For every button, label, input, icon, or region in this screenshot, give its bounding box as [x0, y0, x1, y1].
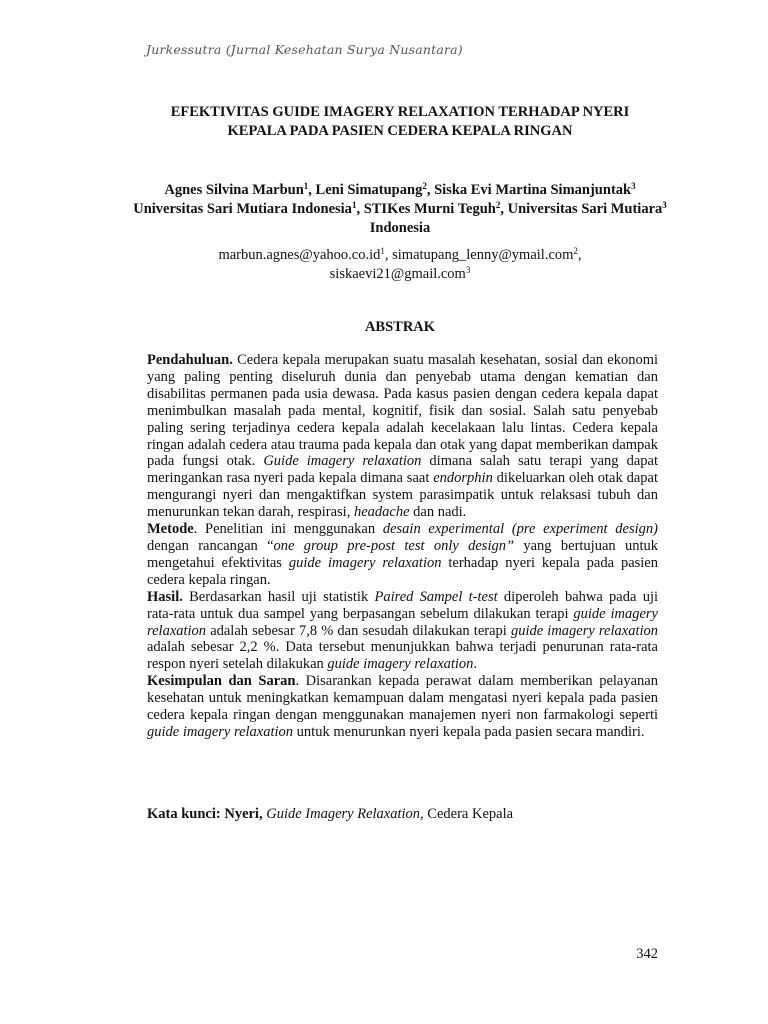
intro-text-4: dan nadi. [409, 504, 467, 521]
abstract-heading: ABSTRAK [364, 319, 436, 335]
method-text-1: . Penelitian ini menggunakan [193, 521, 383, 538]
page-number: 342 [636, 946, 658, 962]
journal-header: Jurkessutra (Jurnal Kesehatan Surya Nusantara) [146, 42, 463, 57]
abstract-results [147, 589, 658, 674]
results-italic-4: guide imagery relaxation [327, 656, 474, 673]
intro-italic-2: endorphin [433, 470, 493, 487]
keywords-label: Kata kunci: Nyeri, [147, 806, 263, 822]
intro-italic-3: headache [353, 504, 410, 521]
email-1: marbun.agnes@yahoo.co.id [218, 247, 381, 263]
affiliation-3: , Universitas Sari Mutiara [500, 201, 663, 217]
intro-text-1: Cedera kepala merupakan suatu masalah kesehatan, sosial dan ekonomi yang paling penting diseluruh dunia dan penyebab utama dengan kematian dan disabilitas permanen pada usia dewasa. Pada kasus pasien dengan cedera kepala dapat menimbulkan masalah pada mental, kognitif, fisik dan sosial. Salah satu penyebab paling sering terjadinya cedera kepala adalah kecelakaan lalu lintas. Cedera kepala ringan adalah cedera atau trauma pada kepala dan otak yang dapat memberikan dampak pada fungsi otak. [147, 352, 658, 470]
paper-title [100, 103, 700, 141]
affiliation-3-mark: 3 [662, 200, 667, 210]
email-line-2 [100, 265, 700, 284]
email-2: , simatupang_lenny@ymail.com [384, 247, 574, 263]
abstract-method [147, 521, 658, 589]
intro-text-2: dimana salah satu terapi yang dapat meringankan rasa nyeri pada kepala dimana saat [147, 453, 658, 487]
author-block [100, 181, 700, 238]
author-2: , Leni Simatupang [308, 182, 423, 198]
results-text-3: adalah sebesar 7,8 % dan sesudah dilakukan terapi [206, 622, 511, 639]
method-italic-2: one group pre-post test only design” [273, 537, 515, 554]
method-text-4: terhadap nyeri kepala pada pasien cedera kepala ringan. [147, 554, 658, 588]
results-text-5: . [473, 656, 478, 673]
affiliations [100, 200, 700, 219]
email-line-1 [100, 246, 700, 265]
results-text-1: Berdasarkan hasil uji statistik [182, 588, 375, 605]
conclusion-text-2: untuk menurunkan nyeri kepala pada pasien secara mandiri. [293, 723, 645, 740]
method-lead: Metode [147, 521, 194, 538]
conclusion-italic-1: guide imagery relaxation [147, 723, 294, 740]
author-2-affil: 2 [422, 181, 427, 191]
results-text-2: diperoleh bahwa pada uji rata-rata untuk dua sampel yang berpasangan sebelum dilakukan terapi [147, 588, 658, 622]
author-1: Agnes Silvina Marbun [164, 182, 304, 198]
abstract-introduction [147, 352, 658, 521]
method-italic-1: desain experimental (pre experiment design) [382, 521, 658, 538]
introduction-lead: Pendahuluan. [147, 352, 233, 368]
author-3: , Siska Evi Martina Simanjuntak [426, 182, 632, 198]
author-1-affil: 1 [303, 181, 309, 191]
author-names [100, 181, 700, 200]
method-italic-3: guide imagery relaxation [288, 554, 442, 571]
abstract-conclusion [147, 673, 658, 741]
title-line-1: EFEKTIVITAS GUIDE IMAGERY RELAXATION TERHADAP NYERI [170, 104, 630, 120]
abstract-body [147, 352, 658, 741]
keywords [147, 806, 658, 823]
affiliation-1-mark: 1 [351, 200, 357, 210]
results-italic-3: guide imagery relaxation [510, 622, 658, 639]
affiliation-1: Universitas Sari Mutiara Indonesia [133, 201, 352, 217]
author-3-affil: 3 [631, 181, 636, 191]
results-text-4: adalah sebesar 2,2 %. Data tersebut menunjukkan bahwa terjadi penurunan rata-rata respon nyeri setelah dilakukan [147, 639, 658, 673]
affiliation-2-mark: 2 [495, 200, 501, 210]
intro-text-3: dikeluarkan oleh otak dapat mengurangi nyeri dan mengaktifkan system parasimpatik untuk relaksasi tubuh dan menurunkan tekan darah, respirasi, [147, 470, 658, 521]
keywords-rest: Cedera Kepala [423, 806, 514, 822]
email-3-mark: 3 [465, 265, 471, 275]
method-text-3: yang bertujuan untuk mengetahui efektivitas [147, 537, 658, 571]
email-block [100, 246, 700, 284]
conclusion-lead: Kesimpulan dan Saran [147, 673, 296, 690]
results-lead: Hasil. [147, 588, 183, 605]
email-1-mark: 1 [380, 246, 385, 256]
affiliation-country: Indonesia [369, 220, 431, 236]
email-3: siskaevi21@gmail.com [329, 266, 466, 282]
title-line-2: KEPALA PADA PASIEN CEDERA KEPALA RINGAN [227, 123, 573, 139]
email-separator: , [577, 247, 582, 263]
keywords-italic: Guide Imagery Relaxation, [262, 806, 424, 822]
method-text-2: dengan rancangan “ [147, 537, 274, 554]
intro-italic-1: Guide imagery relaxation [263, 453, 422, 470]
affiliation-2: , STIKes Murni Teguh [356, 201, 496, 217]
email-2-mark: 2 [573, 246, 578, 256]
results-italic-2: guide imagery relaxation [147, 605, 658, 639]
conclusion-text-1: . Disarankan kepada perawat dalam memberikan pelayanan kesehatan untuk meningkatkan kemampuan dalam mengatasi nyeri kepala pada pasien cedera kepala ringan dengan menggunakan manajemen nyeri non farmakologi seperti [147, 673, 658, 724]
results-italic-1: Paired Sampel t-test [374, 588, 498, 605]
